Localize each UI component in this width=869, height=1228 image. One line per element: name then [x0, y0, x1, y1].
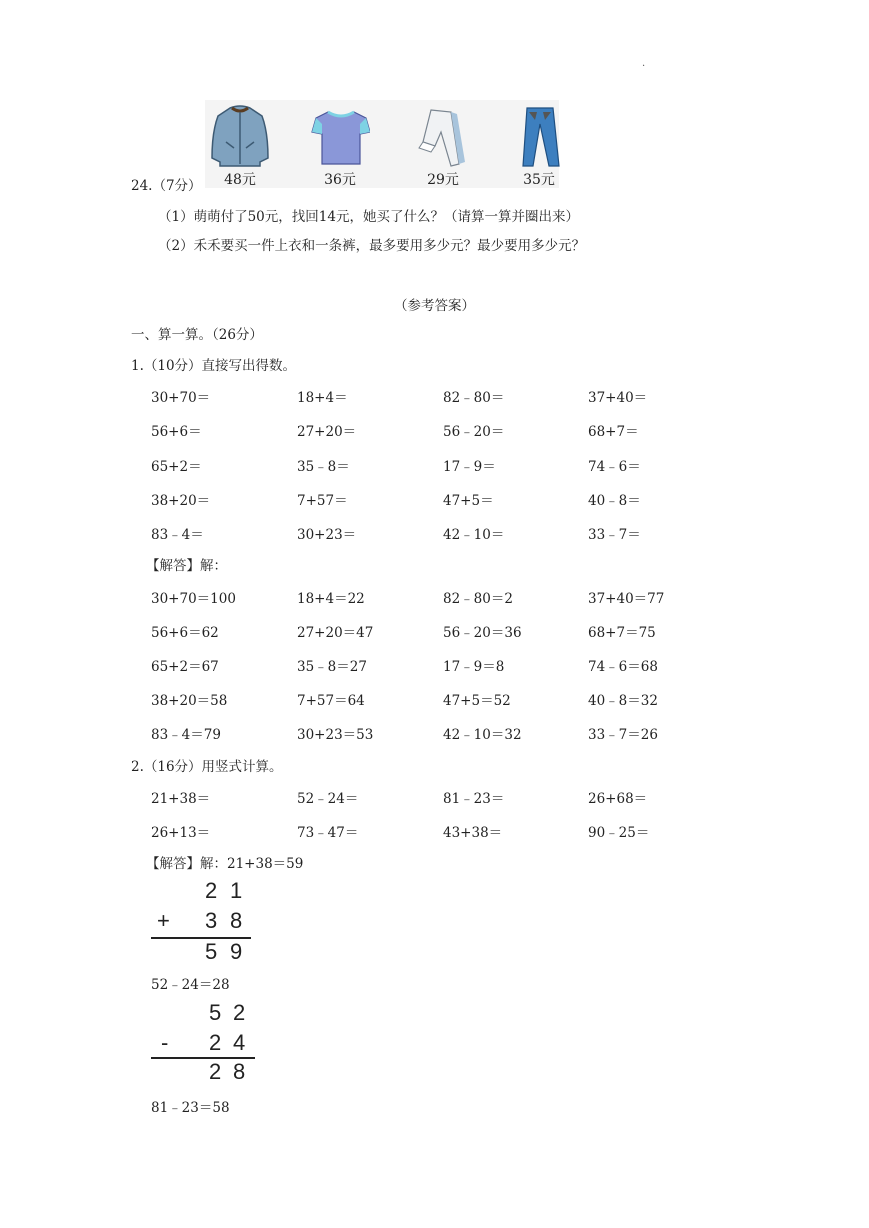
answer1-cell: 7+57＝64 — [297, 693, 365, 709]
answer1-cell: 83﹣4＝79 — [151, 727, 221, 743]
answer1-cell: 82﹣80＝2 — [443, 591, 513, 607]
answer1-cell: 74﹣6＝68 — [588, 659, 658, 675]
answer1-cell: 56﹣20＝36 — [443, 625, 522, 641]
problem1-cell: 38+20＝ — [151, 493, 211, 509]
vertical-digit: 9 — [230, 939, 243, 964]
vertical-result-row — [151, 1059, 261, 1089]
equation-52-24: 52﹣24＝28 — [151, 977, 230, 993]
vertical-result-row — [151, 939, 261, 969]
problem2-cell: 26+13＝ — [151, 825, 211, 841]
solution-label-2: 【解答】解：21+38＝59 — [146, 856, 304, 872]
vertical-digit: 8 — [230, 908, 243, 933]
question-24-title: 24.（7分） — [131, 178, 202, 194]
answer1-cell: 68+7＝75 — [588, 625, 656, 641]
vertical-digit: 2 — [209, 1059, 222, 1084]
equation-81-23: 81﹣23＝58 — [151, 1100, 230, 1116]
answer1-cell: 17﹣9＝8 — [443, 659, 505, 675]
clothes-item-tshirt — [305, 100, 375, 188]
problem2-cell: 26+68＝ — [588, 791, 648, 807]
problem1-cell: 33﹣7＝ — [588, 527, 641, 543]
answer1-cell: 35﹣8＝27 — [297, 659, 367, 675]
vertical-digit: 3 — [205, 908, 218, 933]
problem1-cell: 17﹣9＝ — [443, 459, 496, 475]
vertical-digit: 2 — [209, 1030, 222, 1055]
problem1-cell: 65+2＝ — [151, 459, 202, 475]
problem1-cell: 37+40＝ — [588, 390, 648, 406]
problem-2-title: 2.（16分）用竖式计算。 — [131, 759, 283, 775]
question-24-sub2: （2）禾禾要买一件上衣和一条裤，最多要用多少元？最少要用多少元？ — [158, 238, 586, 254]
problem1-cell: 30+23＝ — [297, 527, 357, 543]
vertical-mid-row — [151, 908, 261, 938]
price-jeans: 35元 — [523, 172, 555, 188]
problem2-cell: 21+38＝ — [151, 791, 211, 807]
answer1-cell: 40﹣8＝32 — [588, 693, 658, 709]
answer1-cell: 30+70＝100 — [151, 591, 236, 607]
section-1-title: 一、算一算。（26分） — [131, 327, 263, 343]
answer1-cell: 33﹣7＝26 — [588, 727, 658, 743]
price-tshirt: 36元 — [324, 172, 356, 188]
clothes-item-pants-white — [408, 100, 478, 188]
vertical-calc-addition — [151, 878, 261, 968]
problem1-cell: 83﹣4＝ — [151, 527, 204, 543]
clothes-item-jeans — [504, 100, 574, 188]
vertical-digit: 4 — [233, 1030, 246, 1055]
problem1-cell: 30+70＝ — [151, 390, 211, 406]
tshirt-icon — [310, 102, 370, 168]
answer1-cell: 56+6＝62 — [151, 625, 219, 641]
vertical-operator: - — [161, 1030, 169, 1055]
vertical-digit: 2 — [233, 1000, 246, 1025]
vertical-calc-subtraction — [151, 1000, 261, 1090]
vertical-digit: 8 — [233, 1059, 246, 1084]
answer1-cell: 65+2＝67 — [151, 659, 219, 675]
problem1-cell: 74﹣6＝ — [588, 459, 641, 475]
answer1-cell: 42﹣10＝32 — [443, 727, 522, 743]
problem2-cell: 90﹣25＝ — [588, 825, 650, 841]
answer1-cell: 27+20＝47 — [297, 625, 374, 641]
problem1-cell: 56﹣20＝ — [443, 424, 505, 440]
problem1-cell: 7+57＝ — [297, 493, 348, 509]
price-jacket: 48元 — [224, 172, 256, 188]
vertical-operator: + — [157, 908, 170, 933]
problem2-cell: 81﹣23＝ — [443, 791, 505, 807]
problem1-cell: 68+7＝ — [588, 424, 639, 440]
pants-icon — [413, 102, 473, 168]
answers-title: （参考答案） — [394, 298, 475, 314]
vertical-top-row — [151, 1000, 261, 1030]
price-pants-white: 29元 — [427, 172, 459, 188]
clothes-item-jacket — [205, 100, 275, 188]
problem1-cell: 56+6＝ — [151, 424, 202, 440]
answer1-cell: 37+40＝77 — [588, 591, 665, 607]
problem1-cell: 42﹣10＝ — [443, 527, 505, 543]
jeans-icon — [509, 102, 569, 168]
answer1-cell: 47+5＝52 — [443, 693, 511, 709]
vertical-digit: 2 — [205, 878, 218, 903]
vertical-digit: 1 — [230, 878, 243, 903]
solution-label: 【解答】解： — [146, 558, 227, 574]
answer1-cell: 38+20＝58 — [151, 693, 228, 709]
problem1-cell: 82﹣80＝ — [443, 390, 505, 406]
problem1-cell: 27+20＝ — [297, 424, 357, 440]
jacket-icon — [210, 102, 270, 168]
answer1-cell: 30+23＝53 — [297, 727, 374, 743]
vertical-digit: 5 — [209, 1000, 222, 1025]
clothes-strip — [205, 100, 559, 188]
question-24-sub1: （1）萌萌付了50元，找回14元，她买了什么？（请算一算并圈出来） — [158, 209, 579, 225]
problem-1-title: 1.（10分）直接写出得数。 — [131, 358, 297, 374]
answer1-cell: 18+4＝22 — [297, 591, 365, 607]
vertical-top-row — [151, 878, 261, 908]
problem2-cell: 43+38＝ — [443, 825, 503, 841]
header-dot: . — [642, 58, 646, 69]
vertical-mid-row — [151, 1030, 261, 1060]
problem2-cell: 52﹣24＝ — [297, 791, 359, 807]
problem1-cell: 35﹣8＝ — [297, 459, 350, 475]
problem1-cell: 47+5＝ — [443, 493, 494, 509]
problem1-cell: 40﹣8＝ — [588, 493, 641, 509]
vertical-digit: 5 — [205, 939, 218, 964]
problem1-cell: 18+4＝ — [297, 390, 348, 406]
problem2-cell: 73﹣47＝ — [297, 825, 359, 841]
